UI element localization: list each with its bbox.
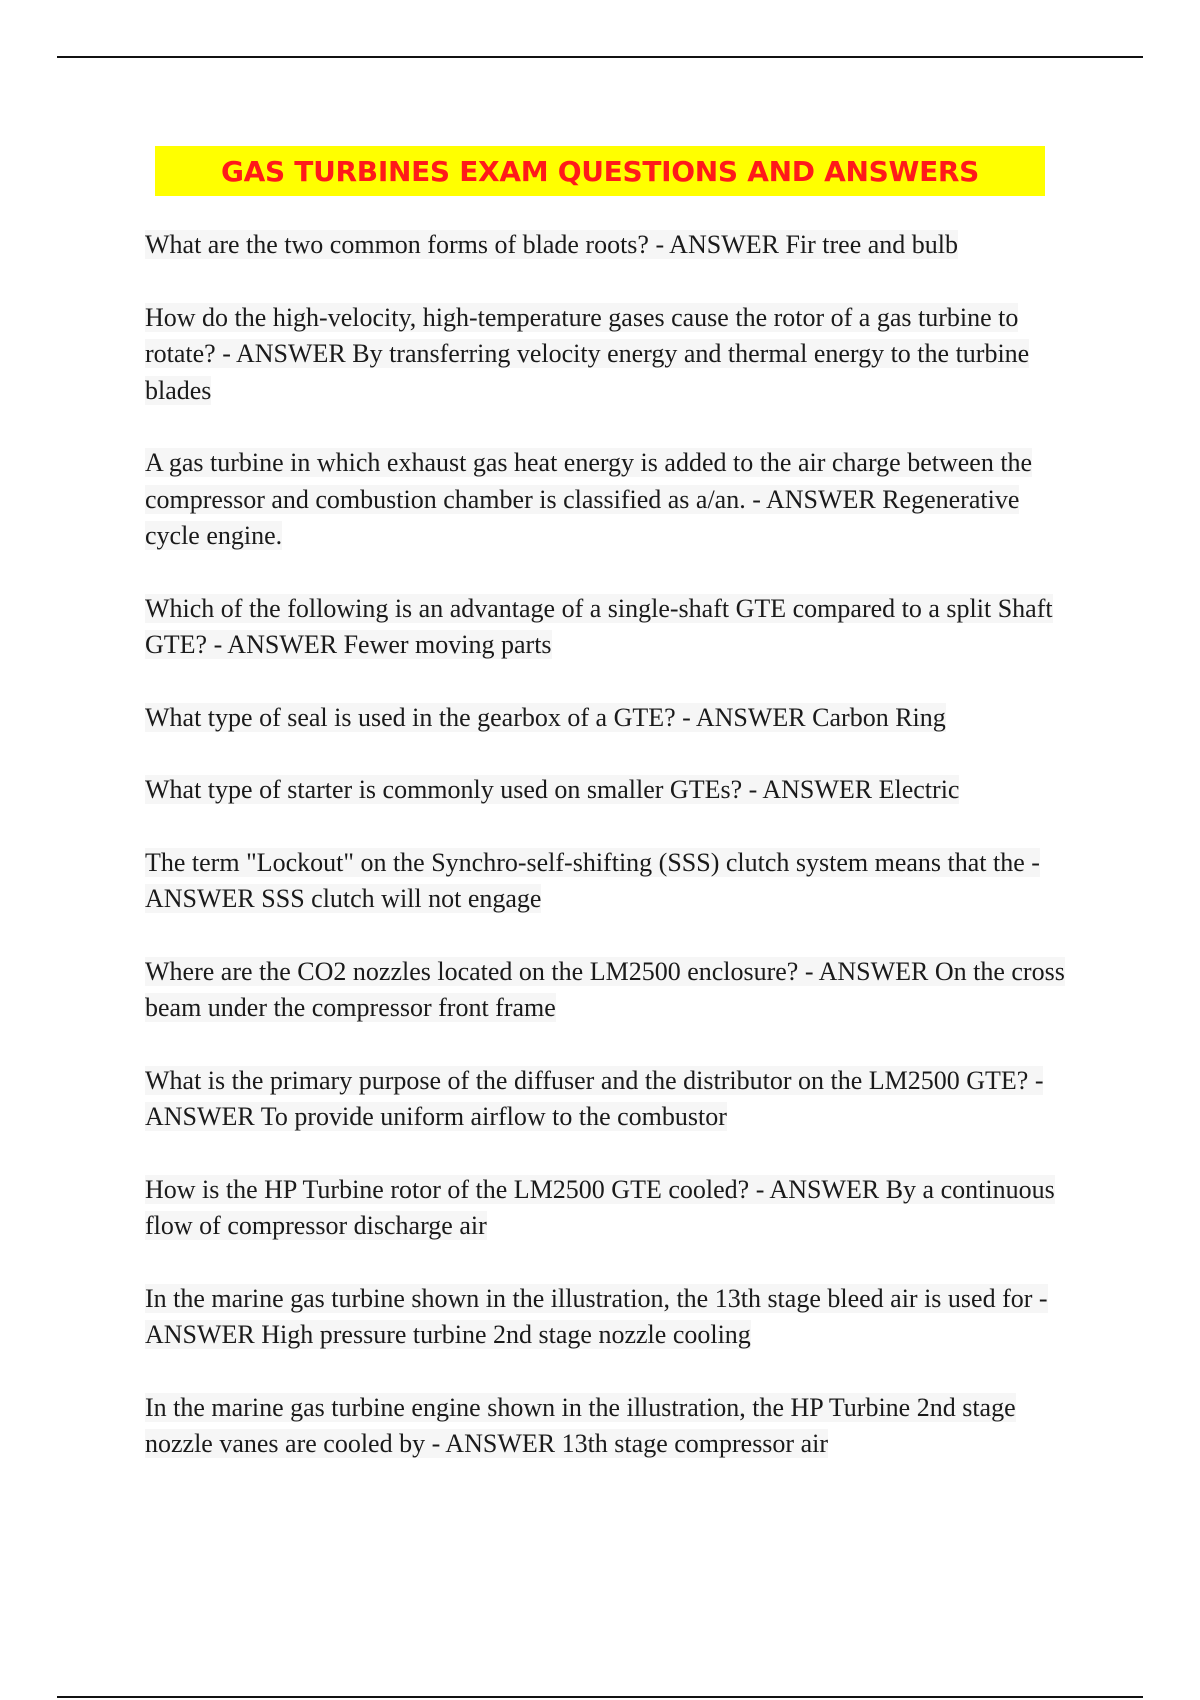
qa-text: The term "Lockout" on the Synchro-self-shifting (SSS) clutch system means that the - ANSWER SSS clutch will not engage xyxy=(145,847,1040,913)
qa-text: What is the primary purpose of the diffuser and the distributor on the LM2500 GTE? - ANSWER To provide uniform airflow to the combustor xyxy=(145,1065,1044,1131)
qa-text: In the marine gas turbine shown in the illustration, the 13th stage bleed air is used for - ANSWER High pressure turbine 2nd stage nozzle cooling xyxy=(145,1283,1048,1349)
bottom-divider xyxy=(57,1696,1143,1698)
qa-item xyxy=(145,1390,1075,1463)
qa-text: How do the high-velocity, high-temperature gases cause the rotor of a gas turbine to rotate? - ANSWER By transferring velocity energy and thermal energy to the turbine blades xyxy=(145,302,1030,405)
qa-text: What are the two common forms of blade roots? - ANSWER Fir tree and bulb xyxy=(145,230,959,259)
qa-item xyxy=(145,445,1075,555)
qa-text: Which of the following is an advantage of a single-shaft GTE compared to a split Shaft GTE? - ANSWER Fewer moving parts xyxy=(145,593,1053,659)
qa-text: Where are the CO2 nozzles located on the LM2500 enclosure? - ANSWER On the cross beam under the compressor front frame xyxy=(145,956,1065,1022)
qa-list xyxy=(145,227,1075,1499)
qa-item xyxy=(145,591,1075,664)
qa-item xyxy=(145,227,1075,264)
page-title: GAS TURBINES EXAM QUESTIONS AND ANSWERS xyxy=(220,154,980,188)
qa-item xyxy=(145,845,1075,918)
qa-item xyxy=(145,700,1075,737)
qa-item xyxy=(145,772,1075,809)
qa-text: How is the HP Turbine rotor of the LM2500 GTE cooled? - ANSWER By a continuous flow of compressor discharge air xyxy=(145,1174,1055,1240)
qa-item xyxy=(145,1172,1075,1245)
qa-text: In the marine gas turbine engine shown in the illustration, the HP Turbine 2nd stage nozzle vanes are cooled by - ANSWER 13th stage compressor air xyxy=(145,1392,1016,1458)
qa-item xyxy=(145,1281,1075,1354)
qa-item xyxy=(145,1063,1075,1136)
qa-text: A gas turbine in which exhaust gas heat energy is added to the air charge between the compressor and combustion chamber is classified as a/an. - ANSWER Regenerative cycle engine. xyxy=(145,448,1033,550)
qa-text: What type of starter is commonly used on smaller GTEs? - ANSWER Electric xyxy=(145,775,960,804)
qa-item xyxy=(145,300,1075,410)
title-highlight xyxy=(155,146,1045,196)
qa-text: What type of seal is used in the gearbox of a GTE? - ANSWER Carbon Ring xyxy=(145,702,946,732)
qa-item xyxy=(145,954,1075,1027)
top-divider xyxy=(57,56,1143,58)
